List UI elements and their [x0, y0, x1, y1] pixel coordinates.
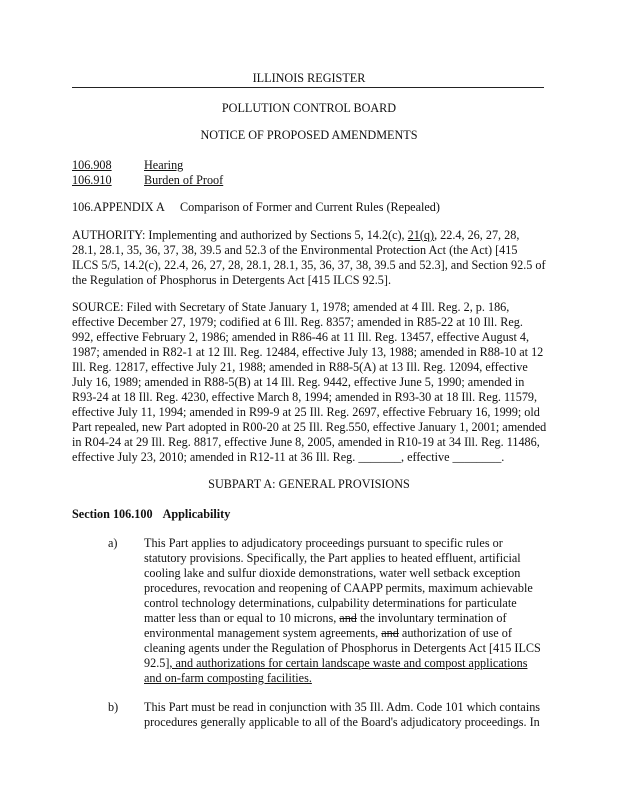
para-a-label: a) — [108, 536, 118, 550]
toc-num-2: 106.910 — [72, 173, 112, 187]
header-rule — [72, 87, 544, 88]
source-line: effective December 27, 1979; codified at 6 Ill. Reg. 8357; amended in R85-22 at 10 Ill. Reg. — [72, 315, 523, 329]
para-a-line: statutory provisions. Specifically, the Part applies to heated effluent, artificial — [144, 551, 521, 565]
para-a-line: matter less than or equal to 10 microns, and the involuntary termination of — [144, 611, 507, 625]
authority-line-2: 28.1, 28.1, 35, 36, 37, 38, 39.5 and 52.3 of the Environmental Protection Act (the Act) [415 — [72, 243, 518, 257]
authority-line-4: the Regulation of Phosphorus in Detergents Act [415 ILCS 92.5]. — [72, 273, 391, 287]
para-a-line: procedures, revocation and reopening of CAAPP permits, maximum achievable — [144, 581, 533, 595]
section-heading: Section 106.100 Applicability — [72, 507, 231, 521]
para-a-line: cooling lake and sulfur dioxide demonstrations, water well setback exception — [144, 566, 521, 580]
toc-title-1: Hearing — [144, 158, 184, 172]
source-line: July 16, 1989; amended in R88-5(B) at 14 Ill. Reg. 9442, effective June 5, 1990; amended in — [72, 375, 525, 389]
source-line: Ill. Reg. 12817, effective July 21, 1988; amended in R88-5(A) at 13 Ill. Reg. 12094, effective — [72, 360, 528, 374]
source-line: effective July 11, 1994; amended in R99-9 at 25 Ill. Reg. 2697, effective February 16, 1999; old — [72, 405, 540, 419]
notice-heading: NOTICE OF PROPOSED AMENDMENTS — [200, 128, 418, 142]
para-a-line: environmental management system agreements, and authorization of use of — [144, 626, 512, 640]
register-heading: ILLINOIS REGISTER — [252, 71, 366, 85]
para-a-line: cleaning agents under the Regulation of Phosphorus in Detergents Act [415 ILCS — [144, 641, 541, 655]
para-a-line: control technology determinations, culpability determinations for particulate — [144, 596, 517, 610]
toc-num-1: 106.908 — [72, 158, 112, 172]
board-heading: POLLUTION CONTROL BOARD — [221, 101, 397, 115]
appendix-title: Comparison of Former and Current Rules (Repealed) — [180, 200, 440, 214]
toc-title-2: Burden of Proof — [144, 173, 224, 187]
source-line: in R04-24 at 29 Ill. Reg. 8817, effective June 8, 2005, amended in R10-19 at 34 Ill. Reg. 11486, — [72, 435, 540, 449]
authority-line-1: AUTHORITY: Implementing and authorized by Sections 5, 14.2(c), 21(q), 22.4, 26, 27, 28, — [72, 228, 520, 242]
source-line: effective July 23, 2010; amended in R12-11 at 36 Ill. Reg. _______, effective ________. — [72, 450, 505, 464]
subpart-heading: SUBPART A: GENERAL PROVISIONS — [208, 477, 410, 491]
source-line: 992, effective February 2, 1986; amended in R86-46 at 11 Ill. Reg. 13457, effective August 4, — [72, 330, 530, 344]
para-a-line: This Part applies to adjudicatory proceedings pursuant to specific rules or — [144, 536, 503, 550]
appendix-num: 106.APPENDIX A — [72, 200, 165, 214]
source-line: SOURCE: Filed with Secretary of State January 1, 1978; amended at 4 Ill. Reg. 2, p. 186, — [72, 300, 510, 314]
para-b-label: b) — [108, 700, 119, 714]
para-b-line: This Part must be read in conjunction with 35 Ill. Adm. Code 101 which contains — [144, 700, 541, 714]
source-line: Part repealed, new Part adopted in R00-20 at 25 Ill. Reg.550, effective January 1, 2001; amended — [72, 420, 547, 434]
source-line: 1987; amended in R82-1 at 12 Ill. Reg. 12484, effective July 13, 1988; amended in R88-10 at 12 — [72, 345, 544, 359]
source-line: R93-24 at 18 Ill. Reg. 4230, effective March 8, 1994; amended in R93-30 at 18 Ill. Reg. 11579, — [72, 390, 538, 404]
authority-line-3: ILCS 5/5, 14.2(c), 22.4, 26, 27, 28, 28.1, 28.1, 35, 36, 37, 38, 39.5 and 52.3], and Section 92.5 of — [72, 258, 546, 272]
para-a-line: 92.5], and authorizations for certain landscape waste and compost applications — [144, 656, 528, 670]
para-a-line: and on-farm composting facilities. — [144, 671, 312, 685]
para-b-line: procedures generally applicable to all of the Board's adjudicatory proceedings. In — [144, 715, 540, 729]
